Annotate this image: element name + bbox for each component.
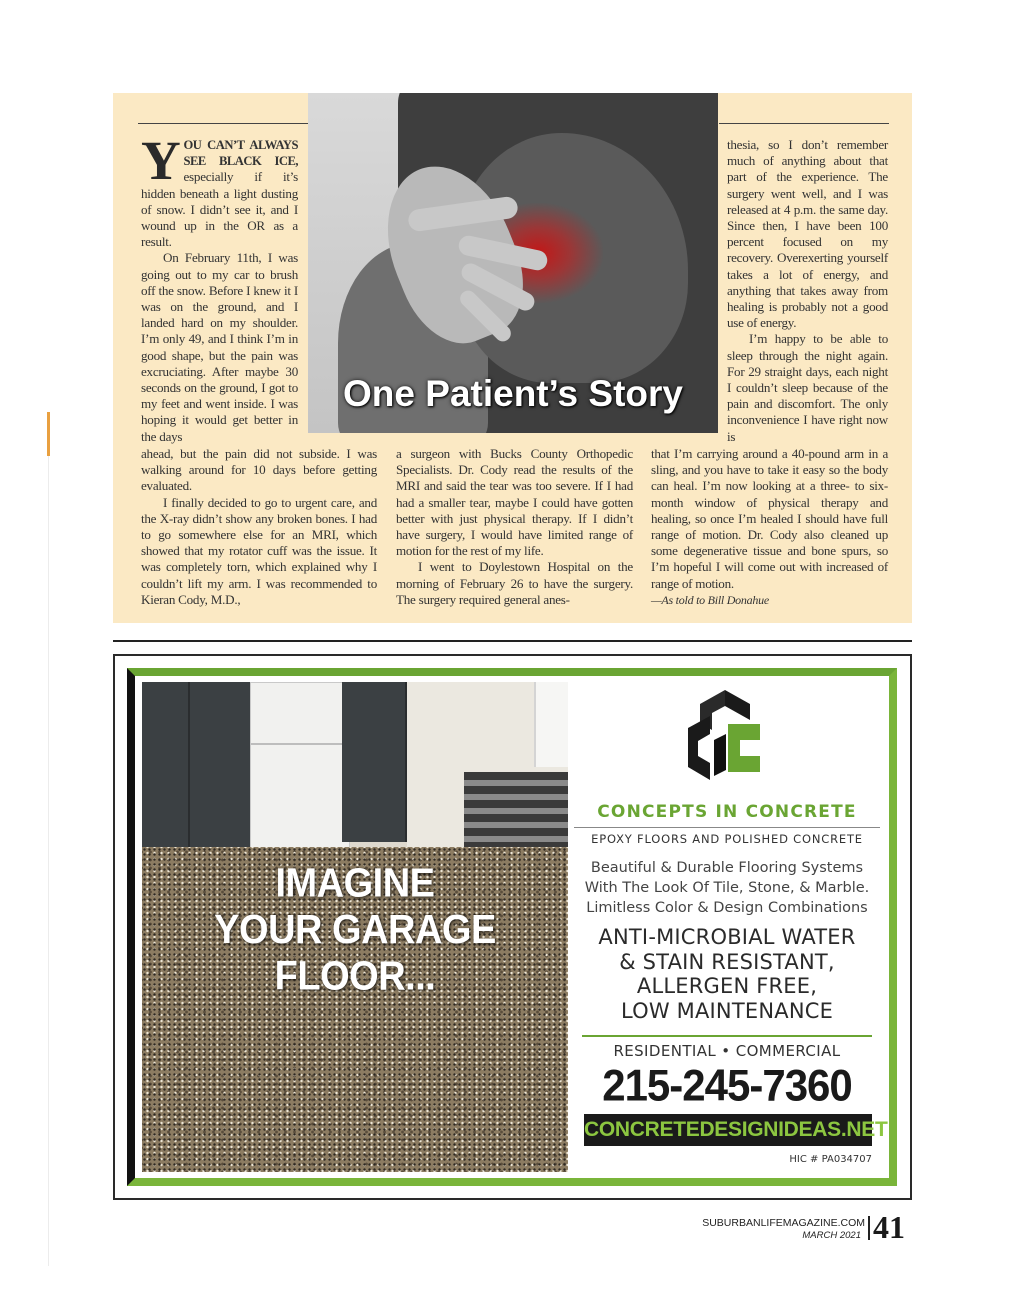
benefit-line: Limitless Color & Design Combinations [586,900,868,916]
story-top-rule-left [138,123,308,124]
story-paragraph: that I’m carrying around a 40-pound arm in a sling, and you have to take it easy so the body can heal. I’m now looking at a three- to six-month window of physical therapy and healing, so once I’m healed I should have full range of motion. Dr. Cody also cleaned up some degenerative tissue and bone spurs, so I’m hopeful I will come out with increased of range of motion. [651,446,888,591]
story-top-rule-right [719,123,889,124]
story-lead: OU CAN’T ALWAYS SEE BLACK ICE, [183,138,298,169]
story-paragraph: I’m happy to be able to sleep through the night again. For 29 straight days, each night I couldn’t sleep because of the pain and discomfort. The only inconvenience I have right now is [727,331,888,444]
story-paragraph: especially if it’s hidden beneath a light dusting of snow. I didn’t see it, and I wound up in the OR as a result. [141,169,298,250]
ad-headline-line-2: YOUR GARAGE FLOOR... [214,907,496,1000]
advertisement-copy [572,682,888,1172]
feature-line: ALLERGEN FREE, [636,974,818,999]
refrigerator [250,682,350,872]
garage-floor-photo [142,682,568,1172]
margin-accent-rule [47,412,50,456]
license-number: HIC # PA034707 [789,1154,872,1165]
brand-rule [574,827,880,828]
story-credit: —As told to Bill Donahue [651,592,769,607]
story-column-3-top [727,137,888,445]
feature-line: LOW MAINTENANCE [620,998,834,1023]
drop-cap: Y [141,130,181,191]
service-types: RESIDENTIAL • COMMERCIAL [613,1042,841,1060]
story-column-3-bottom [651,446,888,608]
story-title: One Patient’s Story [343,373,683,414]
section-divider [113,640,912,642]
benefits-list [572,858,882,918]
story-column-2 [396,446,633,608]
story-paragraph: thesia, so I don’t remember much of anything about that part of the experience. The surgery went well, and I was released at 4 p.m. the same day. Since then, I have been 100 percent focused on my recovery. Overexerting yourself takes a lot of energy, and anything that takes away from healing is probably not a good use of energy. [727,137,888,331]
concepts-in-concrete-logo-icon [680,690,770,782]
page-number: 41 [873,1209,905,1245]
brand-tagline: EPOXY FLOORS AND POLISHED CONCRETE [591,832,863,846]
story-paragraph: ahead, but the pain did not subside. I was walking around for 10 days before getting evaluated. [141,446,377,494]
footer-separator [868,1216,870,1240]
story-column-1-top [141,130,298,445]
story-paragraph: a surgeon with Bucks County Orthopedic Specialists. Dr. Cody read the results of the MRI and said the tear was too severe. If I had had a smaller tear, maybe I could have gotten better with just physical therapy. If I didn’t have surgery, I would have limited range of motion for the rest of my life. [396,446,633,559]
story-paragraph: I finally decided to go to urgent care, and the X-ray didn’t show any broken bones. I had to go somewhere else for an MRI, which showed that my rotator cuff was the issue. It was completely torn, which explained why I couldn’t lift my arm. I was recommended to Kieran Cody, M.D., [141,494,377,607]
story-paragraph: On February 11th, I was going out to my car to brush off the snow. Before I knew it I was on the ground, and I landed hard on my shoulder. I’m only 49, and I think I’m in good shape, but the pain was excruciating. After maybe 30 seconds on the ground, I got to my feet and went inside. I was hoping it would get better in the days [141,250,298,444]
feature-line: & STAIN RESISTANT, [619,949,835,974]
features-list [572,925,882,1023]
website-link[interactable]: CONCRETEDESIGNIDEAS.NET [584,1114,872,1146]
cabinet [342,682,407,842]
shoulder-pain-photo [308,93,718,433]
story-column-1-bottom [141,446,377,608]
footer-site: SUBURBANLIFEMAGAZINE.COM [702,1217,865,1229]
patient-story-panel [113,93,912,623]
benefit-line: Beautiful & Durable Flooring Systems [590,860,864,876]
page-edge-line [48,456,49,1266]
green-rule [582,1035,872,1037]
ad-headline-line-1: IMAGINE [275,860,435,907]
benefit-line: With The Look Of Tile, Stone, & Marble. [584,880,870,896]
ad-headline [142,861,568,1000]
brand-name: CONCEPTS IN CONCRETE [597,802,857,822]
footer-date: MARCH 2021 [802,1230,861,1241]
door [534,682,568,767]
phone-number: 215-245-7360 [602,1060,852,1111]
feature-line: ANTI-MICROBIAL WATER [598,925,856,949]
story-paragraph: I went to Doylestown Hospital on the morning of February 26 to have the surgery. The surgery required general anes- [396,559,633,607]
